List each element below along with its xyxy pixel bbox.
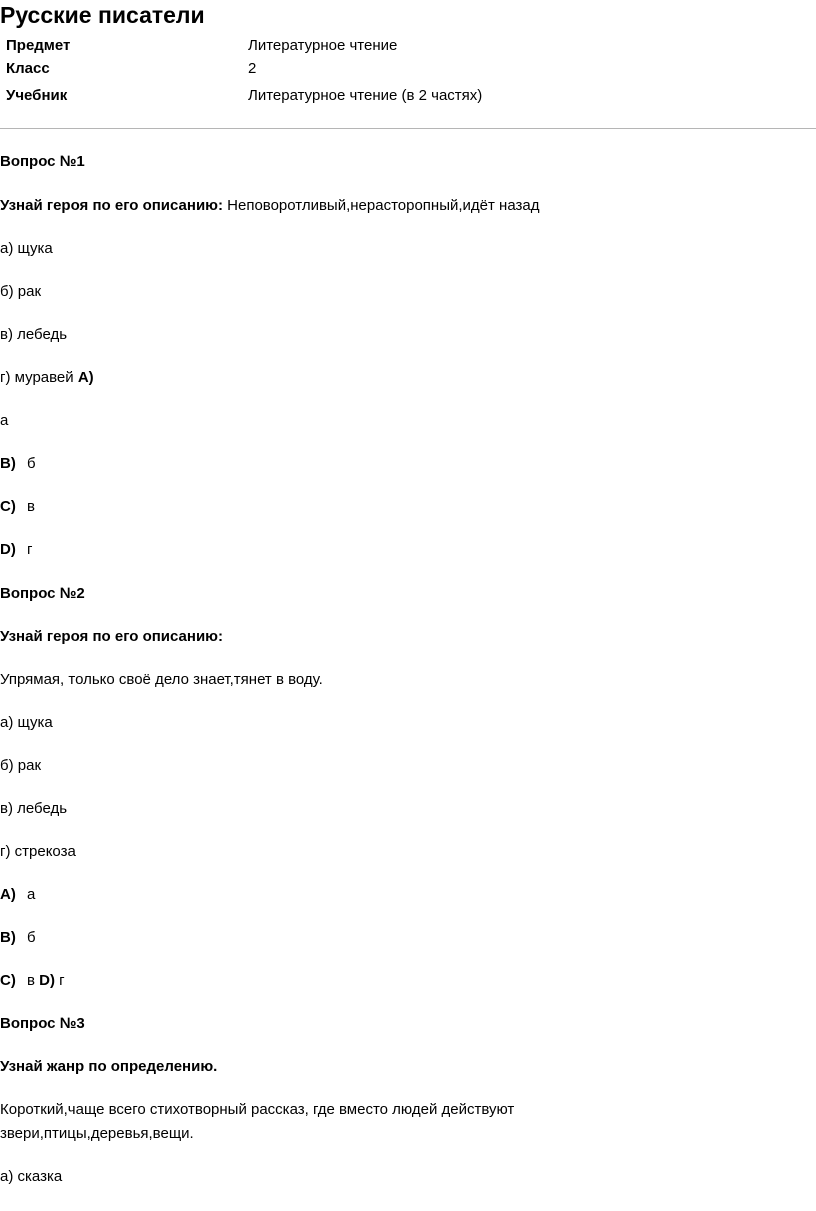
question-2-answer-a[interactable] — [0, 885, 35, 905]
question-1-heading: Вопрос №1 — [0, 153, 85, 170]
textbook-label: Учебник — [6, 87, 68, 104]
question-1-answer-a[interactable]: а — [0, 412, 9, 429]
question-2-prompt-text: Упрямая, только своё дело знает,тянет в воду. — [0, 671, 323, 688]
question-3-option-a: а) сказка — [0, 1168, 63, 1185]
answer-text: в — [27, 972, 40, 989]
question-1-option-a: а) щука — [0, 240, 53, 257]
question-2-heading: Вопрос №2 — [0, 585, 85, 602]
question-2-prompt-bold: Узнай героя по его описанию: — [0, 628, 223, 645]
document-title: Русские писатели — [0, 2, 205, 28]
question-1-prompt-text: Неповоротливый,нерасторопный,идёт назад — [222, 197, 540, 214]
question-1-option-b: б) рак — [0, 283, 42, 300]
question-1-answer-c[interactable] — [0, 497, 35, 517]
subject-value: Литературное чтение — [248, 37, 398, 54]
question-2-option-a: а) щука — [0, 714, 53, 731]
question-3-prompt-line-1: Короткий,чаще всего стихотворный рассказ, где вместо людей действуют — [0, 1101, 515, 1118]
question-2-option-b: б) рак — [0, 757, 42, 774]
answer-letter: C) — [0, 498, 16, 515]
question-1-prompt-bold: Узнай героя по его описанию: — [0, 197, 223, 214]
question-3-prompt-bold: Узнай жанр по определению. — [0, 1058, 218, 1075]
question-1-answer-a-letter: А) — [77, 369, 94, 386]
answer-text: б — [27, 929, 36, 946]
meta-row-subject — [6, 37, 766, 57]
answer-letter: B) — [0, 455, 16, 472]
answer-letter: C) — [0, 972, 16, 989]
answer-text: г — [54, 972, 65, 989]
grade-label: Класс — [6, 60, 50, 77]
answer-letter: D) — [39, 972, 55, 989]
subject-label: Предмет — [6, 37, 71, 54]
answer-letter: B) — [0, 929, 16, 946]
question-1-prompt — [0, 196, 539, 216]
answer-text: а — [27, 886, 36, 903]
meta-row-textbook — [6, 87, 766, 107]
question-1-option-d-text: г) муравей — [0, 369, 78, 386]
textbook-value: Литературное чтение (в 2 частях) — [248, 87, 483, 104]
grade-value: 2 — [248, 60, 257, 77]
answer-text: г — [27, 541, 33, 558]
question-1-option-c: в) лебедь — [0, 326, 68, 343]
question-1-option-d — [0, 368, 94, 388]
question-2-answer-b[interactable] — [0, 928, 36, 948]
question-3-heading: Вопрос №3 — [0, 1015, 85, 1032]
meta-row-grade — [6, 60, 766, 80]
question-1-answer-d[interactable] — [0, 540, 32, 560]
header-divider — [0, 128, 816, 129]
question-2-option-c: в) лебедь — [0, 800, 68, 817]
answer-text: б — [27, 455, 36, 472]
answer-text: в — [27, 498, 35, 515]
answer-letter: D) — [0, 541, 16, 558]
answer-letter: A) — [0, 886, 16, 903]
question-3-prompt-line-2: звери,птицы,деревья,вещи. — [0, 1125, 194, 1142]
question-2-option-d: г) стрекоза — [0, 843, 76, 860]
question-2-answer-c-d[interactable] — [0, 971, 65, 991]
question-1-answer-b[interactable] — [0, 454, 36, 474]
